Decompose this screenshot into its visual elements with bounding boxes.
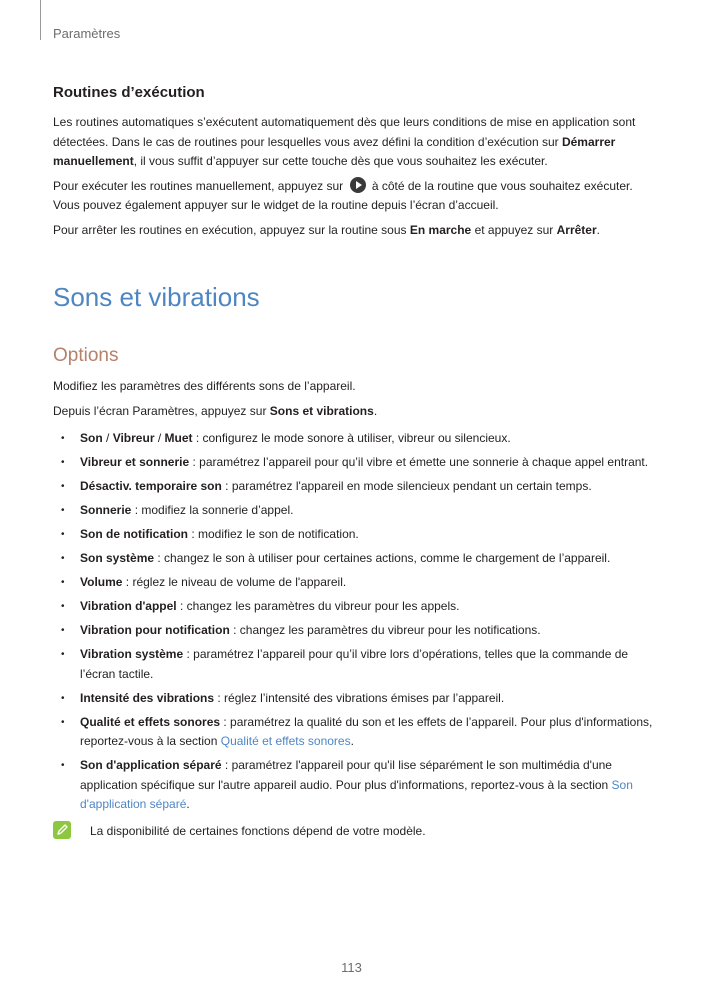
note-pencil-icon	[53, 821, 71, 839]
options-list	[53, 429, 653, 815]
header-divider	[40, 0, 41, 40]
list-item: • Désactiv. temporaire son : paramétrez l'appareil en mode silencieux pendant un certain temps.	[53, 477, 653, 497]
list-item: • Son de notification : modifiez le son de notification.	[53, 525, 653, 545]
page-content	[53, 84, 653, 841]
link-sound-quality[interactable]: Qualité et effets sonores	[220, 734, 351, 748]
list-item: • Qualité et effets sonores : paramétrez la qualité du son et les effets de l’appareil. Pour plus d'informations, reportez-vous à la section Qualité et effets sonores.	[53, 713, 653, 752]
list-item: • Vibration pour notification : changez les paramètres du vibreur pour les notifications.	[53, 621, 653, 641]
page-number: 113	[341, 960, 362, 975]
running-header: Paramètres	[53, 26, 121, 41]
list-item: • Vibration d'appel : changez les paramètres du vibreur pour les appels.	[53, 597, 653, 617]
link-separate-app-sound[interactable]: Son d'application séparé	[80, 777, 633, 811]
routines-paragraph-1: Les routines automatiques s’exécutent automatiquement dès que leurs conditions de mise en application sont détectées. Dans le cas de routines pour lesquelles vous avez défini la condition d’exécution sur Démarrer manuellement, il vous suffit d’appuyer sur cette touche dès que vous souhaitez les exécuter.	[53, 115, 636, 168]
routines-paragraph-2: Pour exécuter les routines manuellement, appuyez sur à côté de la routine que vous souhaitez exécuter. Vous pouvez également appuyer sur le widget de la routine depuis l’écran d’accueil.	[53, 178, 633, 212]
options-heading: Options	[53, 345, 119, 366]
play-icon	[350, 177, 366, 193]
list-item: • Vibration système : paramétrez l’appareil pour qu’il vibre lors d’opérations, telles que la commande de l’écran tactile.	[53, 645, 653, 684]
list-item: • Volume : réglez le niveau de volume de l'appareil.	[53, 573, 653, 593]
note-text: La disponibilité de certaines fonctions dépend de votre modèle.	[90, 823, 426, 838]
list-item: • Vibreur et sonnerie : paramétrez l’appareil pour qu’il vibre et émette une sonnerie à chaque appel entrant.	[53, 453, 653, 473]
list-item: • Son système : changez le son à utiliser pour certaines actions, comme le chargement de l’appareil.	[53, 549, 653, 569]
list-item: • Son d'application séparé : paramétrez l'appareil pour qu'il lise séparément le son multimédia d'une application spécifique sur l'autre appareil audio. Pour plus d'informations, reportez-vous à la section Son d'application séparé.	[53, 756, 653, 815]
list-item: • Sonnerie : modifiez la sonnerie d’appel.	[53, 501, 653, 521]
list-item: • Intensité des vibrations : réglez l’intensité des vibrations émises par l’appareil.	[53, 689, 653, 709]
note-box	[53, 821, 653, 841]
section-title: Sons et vibrations	[53, 282, 260, 312]
routines-heading: Routines d’exécution	[53, 84, 205, 101]
list-item: • Son / Vibreur / Muet : configurez le mode sonore à utiliser, vibreur ou silencieux.	[53, 429, 653, 449]
options-intro-2: Depuis l’écran Paramètres, appuyez sur Sons et vibrations.	[53, 403, 378, 418]
routines-paragraph-3: Pour arrêter les routines en exécution, appuyez sur la routine sous En marche et appuyez sur Arrêter.	[53, 222, 600, 237]
options-intro-1: Modifiez les paramètres des différents sons de l’appareil.	[53, 379, 356, 393]
